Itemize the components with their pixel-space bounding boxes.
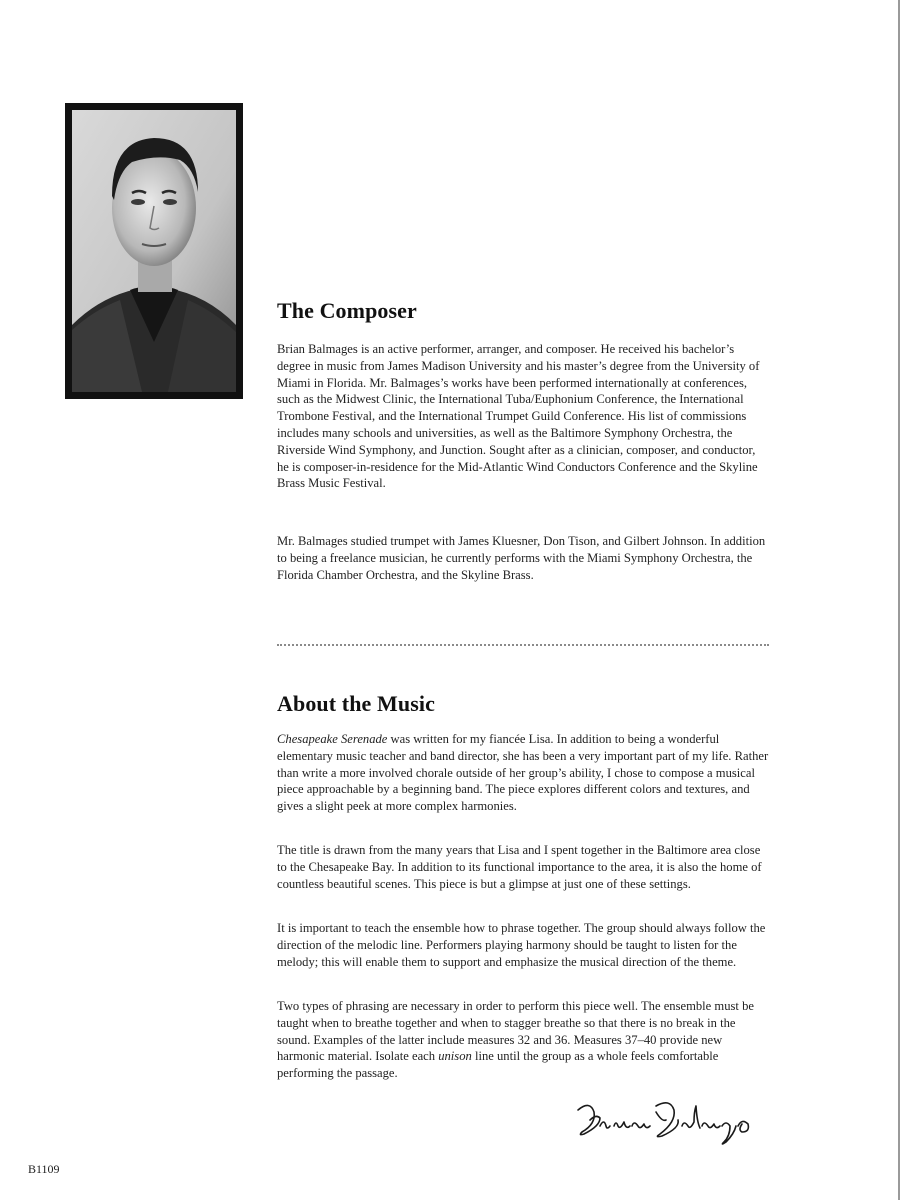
catalog-code: B1109 (28, 1162, 60, 1176)
music-paragraph-3: It is important to teach the ensemble how to phrase together. The group should always follow the direction of the melodic line. Performers playing harmony should be taught to listen for the melody; this will enable them to support and emphasize the musical direction of the theme. (277, 921, 766, 969)
composer-bio-paragraph: Brian Balmages is an active performer, arranger, and composer. He received his bachelor’s degree in music from James Madison University and his master’s degree from the University of Miami in Florida. Mr. Balmages’s works have been performed internationally at conferences, such as the Midwest Clinic, the International Tuba/Euphonium Conference, the International Trombone Festival, and the International Trumpet Guild Conference. His list of commissions includes many schools and universities, as well as the Baltimore Symphony Orchestra, the Riverside Wind Symphony, and Junction. Sought after as a clinician, composer, and conductor, he is composer-in-residence for the Mid-Atlantic Wind Conductors Conference and the Skyline Brass Music Festival. (277, 342, 760, 491)
composer-photo (65, 103, 243, 399)
music-paragraph-2: The title is drawn from the many years that Lisa and I spent together in the Baltimore area close to the Chesapeake Bay. In addition to its functional importance to the area, it is also the home of countless beautiful scenes. This piece is but a glimpse at just one of these settings. (277, 843, 762, 891)
music-paragraph-4-text-a: Two types of phrasing are necessary in order to perform this piece well. The ensemble must be taught when to breathe together and when to stagger breathe so that there is no break in the sound. Examples of the latter include measures 32 and 36. Measures 37–40 provide new harmonic material. Isolate each (277, 999, 754, 1064)
music-heading: About the Music (277, 691, 435, 716)
music-paragraph-4-text-b: line until the group as a whole feels comfortable performing the passage. (277, 1049, 719, 1081)
composer-heading: The Composer (277, 298, 417, 323)
unison-term: unison (438, 1049, 472, 1064)
composer-signature (570, 1092, 770, 1152)
composer-studies-paragraph: Mr. Balmages studied trumpet with James Kluesner, Don Tison, and Gilbert Johnson. In addition to being a freelance musician, he currently performs with the Miami Symphony Orchestra, the Florida Chamber Orchestra, and the Skyline Brass. (277, 534, 766, 582)
music-paragraph-4 (277, 998, 769, 1082)
music-paragraph-1-text: was written for my fiancée Lisa. In addition to being a wonderful elementary music teacher and band director, she has been a very important part of my life. Rather than write a more involved chorale outside of her group’s ability, I chose to compose a musical piece approachable by a beginning band. The piece explores different colors and textures, and gives a slight peek at more complex harmonies. (277, 732, 769, 814)
section-divider (277, 644, 769, 646)
piece-title: Chesapeake Serenade (277, 732, 388, 746)
music-paragraph-1 (277, 731, 769, 815)
